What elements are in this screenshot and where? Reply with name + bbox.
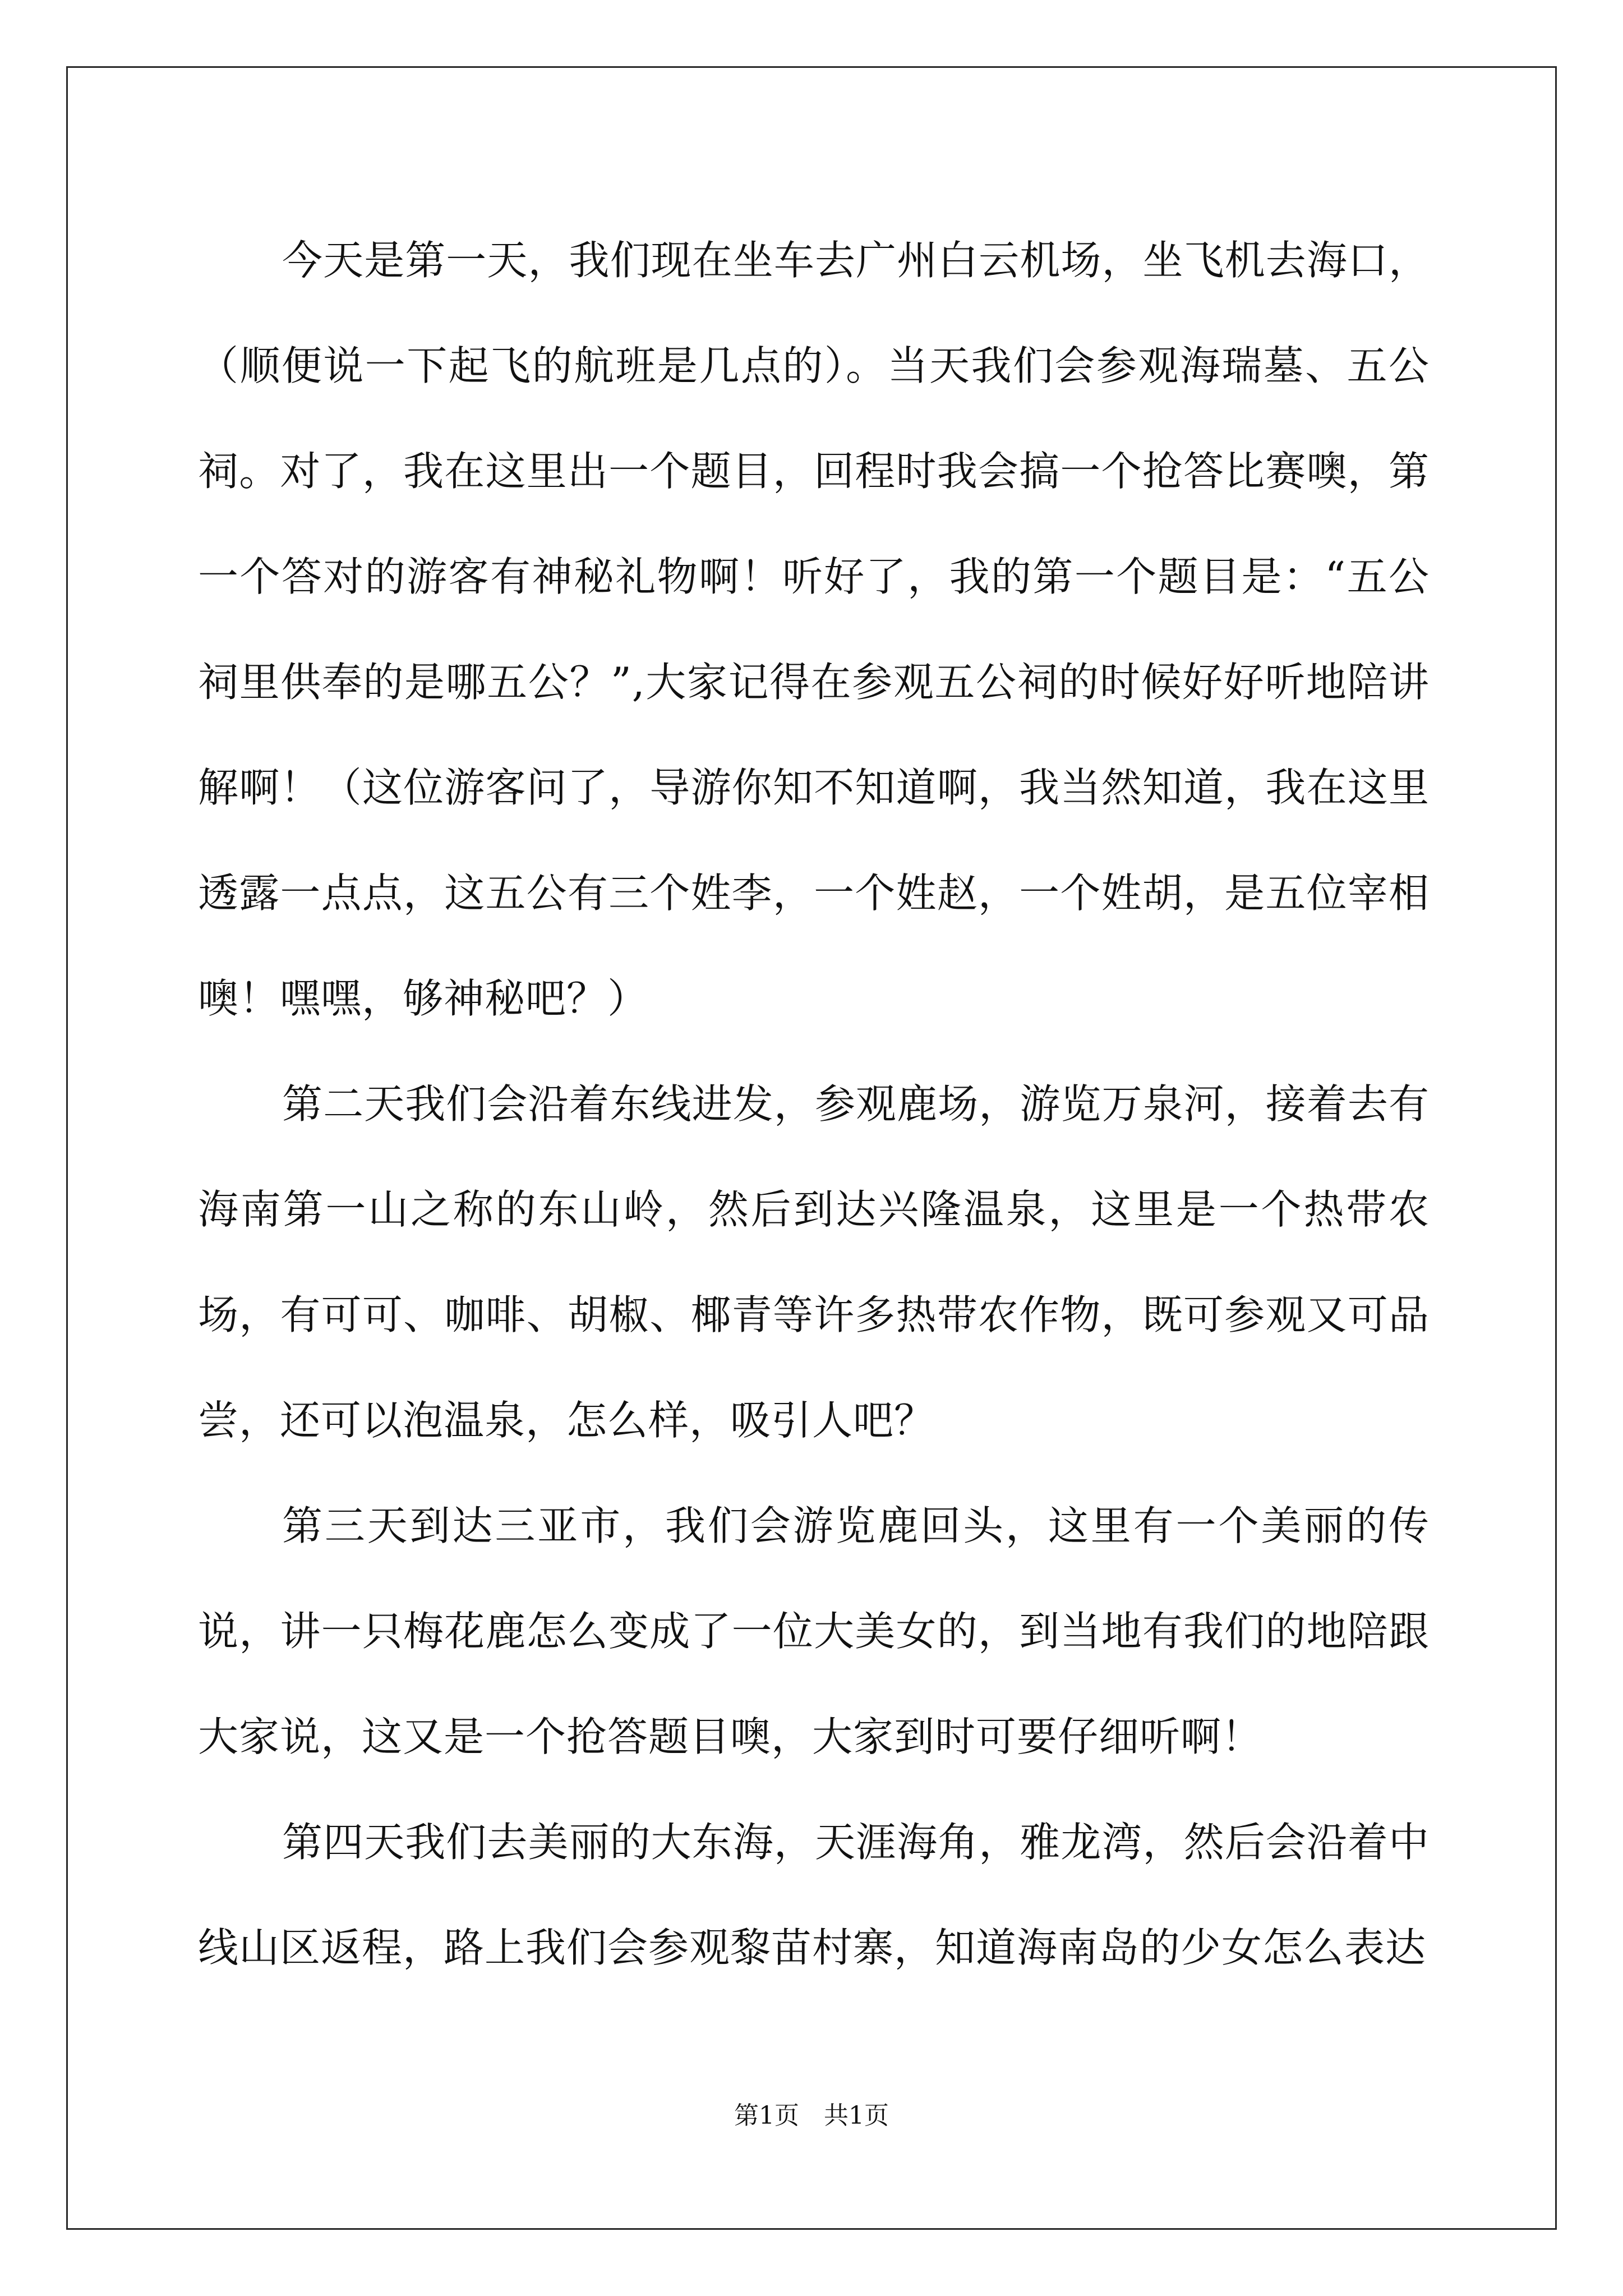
document-body <box>198 208 1430 2000</box>
paragraph-1: 今天是第一天，我们现在坐车去广州白云机场，坐飞机去海口，（顺便说一下起飞的航班是几点的）。当天我们会参观海瑞墓、五公祠。对了，我在这里出一个题目，回程时我会搞一个抢答比赛噢，第一个答对的游客有神秘礼物啊！听好了，我的第一个题目是：“五公祠里供奉的是哪五公？”,大家记得在参观五公祠的时候好好听地陪讲解啊！（这位游客问了，导游你知不知道啊，我当然知道，我在这里透露一点点，这五公有三个姓李，一个姓赵，一个姓胡，是五位宰相噢！嘿嘿，够神秘吧？） <box>198 237 1430 1022</box>
page-footer: 第1页 共1页 <box>734 2101 889 2130</box>
paragraph-3: 第三天到达三亚市，我们会游览鹿回头，这里有一个美丽的传说，讲一只梅花鹿怎么变成了一位大美女的，到当地有我们的地陪跟大家说，这又是一个抢答题目噢，大家到时可要仔细听啊！ <box>198 1502 1430 1760</box>
paragraph-4: 第四天我们去美丽的大东海，天涯海角，雅龙湾，然后会沿着中线山区返程，路上我们会参观黎苗村寨，知道海南岛的少女怎么表达 <box>198 1819 1430 1971</box>
paragraph-2: 第二天我们会沿着东线进发，参观鹿场，游览万泉河，接着去有海南第一山之称的东山岭，然后到达兴隆温泉，这里是一个热带农场，有可可、咖啡、胡椒、椰青等许多热带农作物，既可参观又可品尝，还可以泡温泉，怎么样，吸引人吧？ <box>198 1080 1430 1444</box>
